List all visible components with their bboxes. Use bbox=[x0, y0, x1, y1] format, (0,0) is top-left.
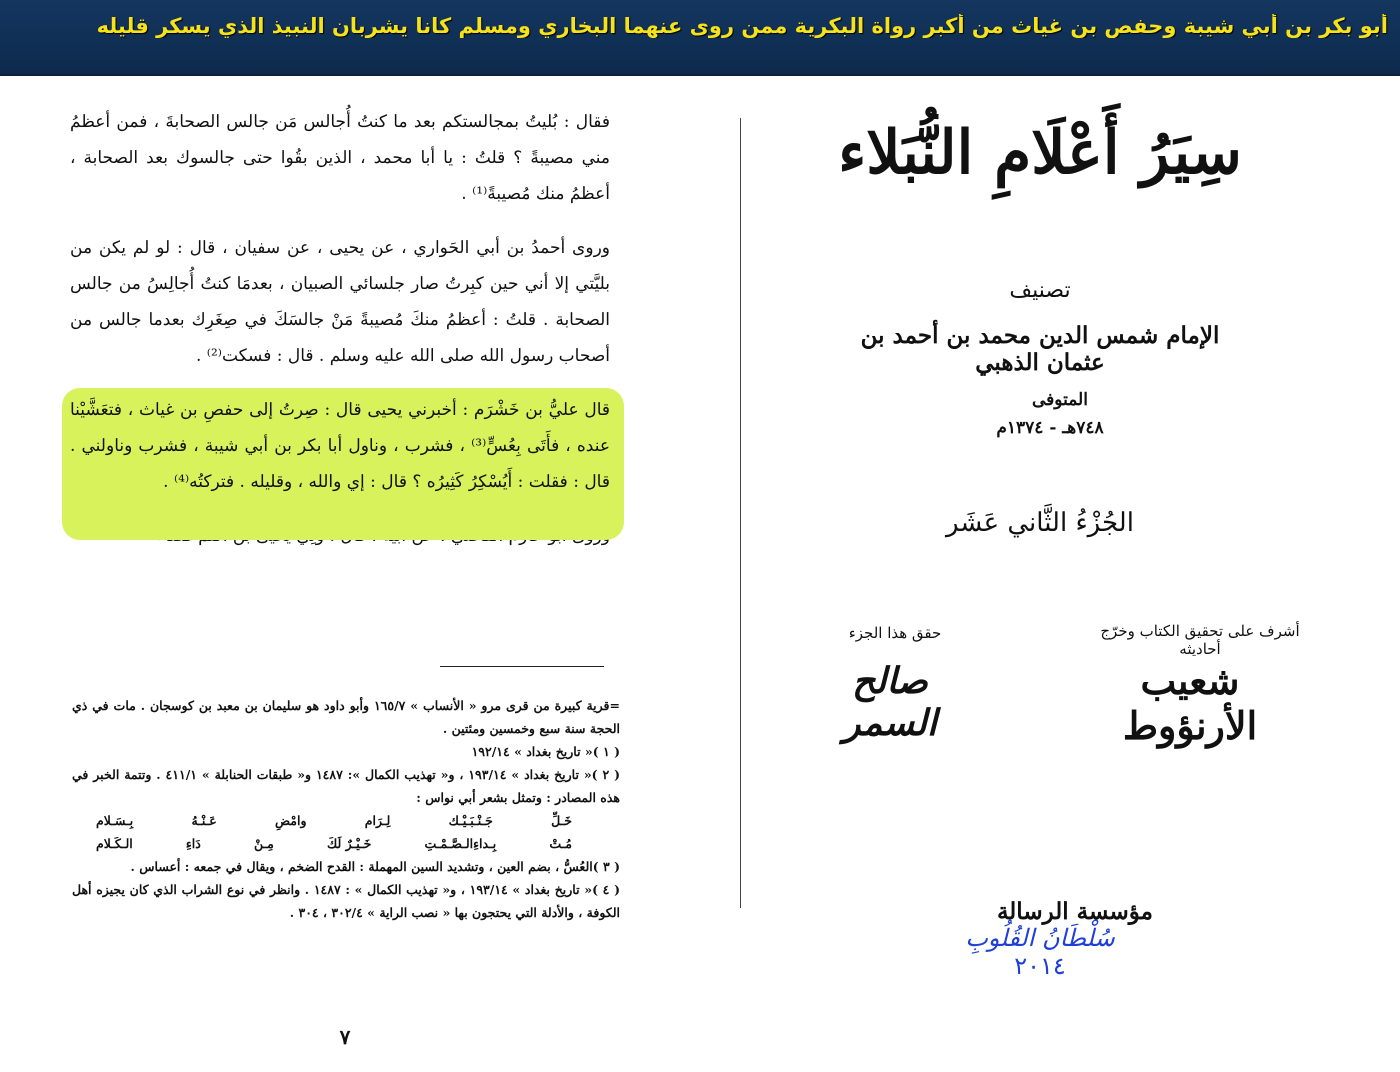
footnotes bbox=[72, 694, 620, 924]
tasnif-label: تصنيف bbox=[1009, 278, 1071, 303]
title-banner bbox=[0, 0, 1400, 76]
book-title: سِيَرُ أَعْلَامِ النُّبَلاء bbox=[838, 118, 1242, 188]
footnote-3: ( ٣ )العُسُّ ، بضم العين ، وتشديد السين المهملة : القدح الضخم ، ويقال في جمعه : أعساس . bbox=[130, 859, 620, 874]
owner-stamp-name: سُلْطَانُ القُلُوبِ bbox=[965, 924, 1115, 952]
editor-label: حقق هذا الجزء bbox=[848, 624, 942, 642]
left-page-body bbox=[70, 104, 610, 572]
volume-label: الجُزْءُ الثَّاني عَشَر bbox=[946, 508, 1134, 538]
supervisor-name: شعيب الأرنؤوط bbox=[1122, 658, 1258, 748]
page-number: ٧ bbox=[339, 1025, 351, 1049]
supervisor-label: أشرف على تحقيق الكتاب وخرّج أحاديثه bbox=[1100, 622, 1300, 658]
highlighted-text: قال عليُّ بن خَشْرَم : أخبرني يحيى قال : صِرتُ إلى حفصِ بن غياث ، فتعَشَّيْنا عنده ، فأَتَى بِعُسٍّ⁽³⁾ ، فشرب ، وناول أبا بكر بن أبي شيبة ، فشرب وناولني . قال : فقلت : أَيُسْكِرُ كَثِيرُه ؟ قال : إي والله ، وقليله . فتركتُه⁽⁴⁾ . bbox=[70, 400, 610, 492]
verse-line-2: مُـتْ بِـداءِالـصَّـمْـتِ خَـيْـرٌ لَكَ مِـنْ دَاءِ الـكَـلام bbox=[96, 836, 572, 851]
editor-name: صالح السمر bbox=[843, 660, 937, 744]
footnote-separator bbox=[440, 666, 604, 667]
page-divider bbox=[740, 118, 741, 908]
footnote-continuation: =قرية كبيرة من قرى مرو « الأنساب » ١٦٥/٧ وأبو داود هو سليمان بن معبد بن كوسجان . مات في ذي الحجة سنة سبع وخمسين ومئتين . bbox=[72, 698, 621, 736]
died-label: المتوفى bbox=[1032, 390, 1088, 410]
paragraph-2: وروى أحمدُ بن أبي الحَواري ، عن يحيى ، عن سفيان ، قال : لو لم يكن من بليَّتي إلا أني حين كبِرتُ صار جلسائي الصبيان ، بعدمَا كنتُ أُجالِسُ من جالس الصحابة . قلتُ : أعظمُ منكَ مُصيبةً مَنْ جالسَكَ في صِغَرِك بعدما جالس من أصحاب رسول الله صلى الله عليه وسلم . قال : فسكت⁽²⁾ . bbox=[70, 238, 610, 366]
death-dates: ٧٤٨هـ - ١٣٧٤م bbox=[996, 418, 1104, 438]
verse-line-1: خَـلِّ جَـنْـبَـيْـك لِـرَام وامْضِ عَـنْـهُ بِـسَـلام bbox=[96, 813, 572, 828]
author-name: الإمام شمس الدين محمد بن أحمد بن عثمان الذهبي bbox=[860, 322, 1220, 376]
footnote-2: ( ٢ )« تاريخ بغداد » ١٩٣/١٤ ، و« تهذيب الكمال »: ١٤٨٧ و« طبقات الحنابلة » ٤١١/١ . وتتمة الخبر في هذه المصادر : وتمثل بشعر أبي نواس : bbox=[72, 767, 620, 805]
footnote-1: ( ١ )« تاريخ بغداد » ١٩٢/١٤ bbox=[471, 744, 620, 759]
paragraph-1: فقال : بُليتُ بمجالستكم بعد ما كنتُ أُجالس مَن جالس الصحابةَ ، فمن أعظمُ مني مصيبةً ؟ قلتُ : يا أبا محمد ، الذين بقُوا حتى جالسوك بعد الصحابة ، أعظمُ منك مُصيبةً⁽¹⁾ . bbox=[70, 112, 610, 204]
footnote-4: ( ٤ )« تاريخ بغداد » ١٩٣/١٤ ، و« تهذيب الكمال » : ١٤٨٧ . وانظر في نوع الشراب الذي كان يجيزه أهل الكوفة ، والأدلة التي يحتجون بها « نصب الراية » ٣٠٢/٤ ، ٣٠٤ . bbox=[72, 882, 620, 920]
banner-caption: أبو بكر بن أبي شيبة وحفص بن غياث من أكبر رواة البكرية ممن روى عنهما البخاري ومسلم كانا يشربان النبيذ الذي يسكر قليله bbox=[96, 14, 1388, 38]
publisher-name: مؤسسة الرسالة bbox=[996, 898, 1154, 925]
owner-stamp-year: ٢٠١٤ bbox=[1014, 952, 1066, 980]
highlighted-passage bbox=[70, 392, 610, 500]
